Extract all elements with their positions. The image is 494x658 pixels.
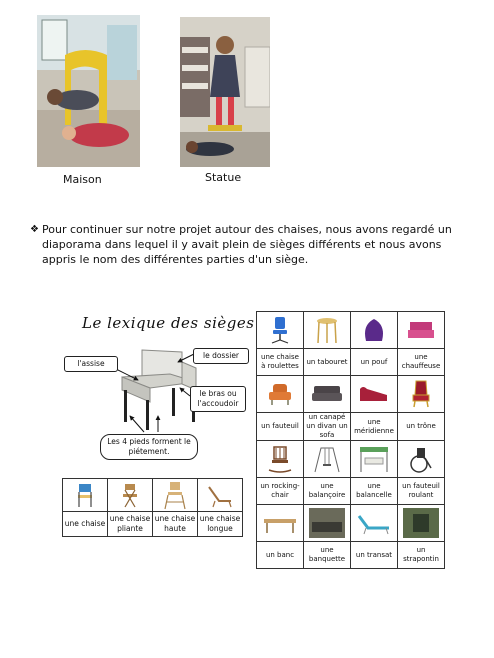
lexicon-title: Le lexique des sièges (82, 314, 255, 332)
bench-icon (262, 511, 298, 535)
label-assise: l'assise (64, 356, 118, 372)
high-chair-icon (162, 480, 188, 510)
seat-label: un transat (351, 542, 398, 569)
seat-label: un strapontin (398, 542, 445, 569)
seat-img-cell (304, 441, 351, 478)
chair-type-img-cell (153, 479, 198, 512)
label-dossier: le dossier (193, 348, 249, 364)
garden-swing-icon (357, 444, 391, 474)
seat-img-cell (257, 312, 304, 349)
seat-img-cell (257, 505, 304, 542)
seat-img-cell (398, 376, 445, 413)
intro-text: Pour continuer sur notre projet autour des chaises, nous avons regardé un diaporama dans lequel il y avait plein de sièges différents et nous avons appris le nom des différentes parties d'un siège. (42, 223, 452, 266)
armchair-icon (265, 380, 295, 408)
label-pieds: Les 4 pieds forment le piétement. (100, 434, 198, 460)
seat-img-cell (351, 376, 398, 413)
chair-type-img-cell (63, 479, 108, 512)
seat-label: un pouf (351, 349, 398, 376)
seat-label: une chaise à roulettes (257, 349, 304, 376)
school-chair-icon (72, 481, 98, 509)
seat-img-cell (398, 505, 445, 542)
seat-img-cell (351, 312, 398, 349)
folding-chair-icon (117, 481, 143, 509)
seats-grid (256, 311, 445, 569)
chair-type-img-cell (198, 479, 243, 512)
chair-types-table (62, 478, 243, 537)
stool-icon (314, 315, 340, 345)
banquette-icon (309, 508, 345, 538)
seat-img-cell (398, 312, 445, 349)
seat-label: un fauteuil roulant (398, 478, 445, 505)
strapontin-icon (403, 508, 439, 538)
seat-img-cell (351, 505, 398, 542)
photo-statue (180, 17, 270, 167)
seat-label: une balancelle (351, 478, 398, 505)
beanbag-icon (360, 315, 388, 345)
chair-type-img-cell (108, 479, 153, 512)
seat-label: une banquette (304, 542, 351, 569)
wheelchair-icon (407, 444, 435, 474)
seat-img-cell (351, 441, 398, 478)
photo-caption-statue: Statue (205, 171, 242, 184)
deck-chair-icon (205, 481, 235, 509)
seat-img-cell (257, 441, 304, 478)
chair-type-label: une chaise longue (198, 512, 243, 537)
intro-paragraph (30, 222, 470, 267)
photo-caption-maison: Maison (63, 173, 102, 186)
office-chair-icon (267, 315, 293, 345)
seat-img-cell (304, 376, 351, 413)
seat-label: une balançoire (304, 478, 351, 505)
seat-label: une chauffeuse (398, 349, 445, 376)
seat-label: un canapé un divan un sofa (304, 413, 351, 441)
transat-icon (356, 510, 392, 536)
seat-img-cell (257, 376, 304, 413)
seat-label: une méridienne (351, 413, 398, 441)
pink-chauffeuse-icon (406, 316, 436, 344)
seat-label: un banc (257, 542, 304, 569)
swing-icon (311, 444, 343, 474)
chair-type-label: une chaise (63, 512, 108, 537)
photo-maison (37, 15, 140, 167)
seat-img-cell (304, 505, 351, 542)
sofa-icon (310, 381, 344, 407)
chair-type-label: une chaise pliante (108, 512, 153, 537)
meridienne-icon (357, 381, 391, 407)
seat-label: un rocking-chair (257, 478, 304, 505)
throne-icon (408, 379, 434, 409)
rocking-chair-icon (266, 444, 294, 474)
chair-type-label: une chaise haute (153, 512, 198, 537)
seat-img-cell (398, 441, 445, 478)
bullet-icon: ❖ (30, 224, 39, 235)
seat-label: un fauteuil (257, 413, 304, 441)
seat-img-cell (304, 312, 351, 349)
label-bras: le bras ou l'accoudoir (190, 386, 246, 412)
seat-label: un trône (398, 413, 445, 441)
seat-label: un tabouret (304, 349, 351, 376)
